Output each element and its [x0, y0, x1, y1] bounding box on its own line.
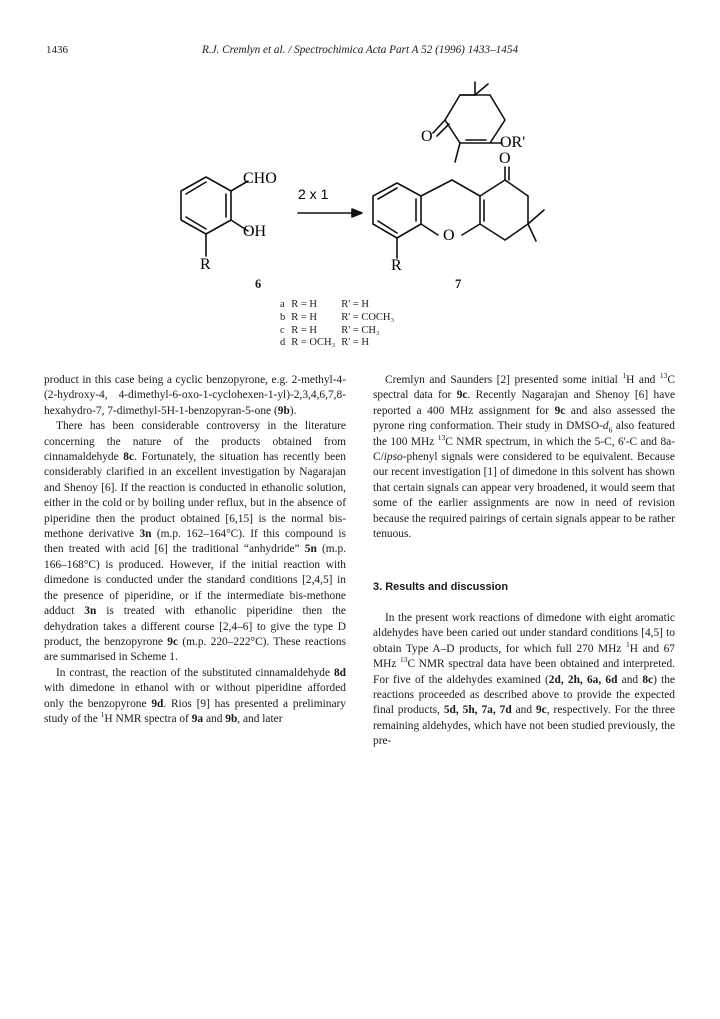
compound-number-6: 6: [255, 277, 262, 291]
legend-key: d: [280, 337, 286, 349]
paragraph: In contrast, the reaction of the substituted cinnamaldehyde 8d with dimedone in ethanol with or without piperidine afforded only the benzopyrone 9d. Rios [9] has presented a preliminary study of the $^1$H NMR spectra of 9a and 9b, and later: [44, 666, 346, 725]
legend-row: [280, 337, 400, 350]
reactant-cho-label: CHO: [243, 170, 277, 187]
legend-r-prime: R' = CH₃: [341, 324, 380, 336]
legend-r-prime: R' = H: [341, 299, 369, 310]
substituent-legend: [280, 299, 400, 350]
legend-r-prime: R' = H: [341, 337, 369, 349]
page-number: 1436: [46, 44, 68, 56]
paragraph: There has been considerable controversy in the literature concerning the nature of the products obtained from cinnamaldehyde 8c. Fortunately, the situation has recently been considerably clarified in an excellent investigation by Nagarajan and Shenoy [6]. If the reaction is conducted in ethanolic solution, either in the cold or by boiling under reflux, but in the absence of piperidine then the product obtained [6,15] is the normal bis-methone derivative 3n (m.p. 162–164°C). If this compound is then treated with acid [6] the traditional “anhydride” 5n (m.p. 166–168°C) is produced. However, if the initial reaction with dimedone is conducted under the standard conditions [2,4,5] in the presence of piperidine, or if the intermediate bis-methone adduct 3n is treated with ethanolic piperidine then the dehydration takes a different course [2,4–6] to give the type D product, the benzopyrone 9c (m.p. 220–222°C). These reactions are summarised in Scheme 1.: [44, 420, 346, 664]
right-column: [373, 373, 675, 750]
running-head: R.J. Cremlyn et al. / Spectrochimica Acta Part A 52 (1996) 1433–1454: [201, 44, 519, 56]
legend-r: R = H: [291, 299, 318, 310]
product-xanthene-core: [373, 167, 544, 258]
legend-key: a: [280, 299, 285, 310]
legend-r: R = OCH₃: [291, 337, 336, 349]
legend-r: R = H: [291, 324, 318, 336]
left-column: [44, 373, 346, 727]
compound-number-7: 7: [455, 277, 462, 291]
legend-r-prime: R' = COCH₃: [341, 311, 395, 323]
reaction-scheme: [0, 0, 720, 300]
paragraph: In the present work reactions of dimedone with eight aromatic aldehydes have been caried out under standard conditions [4,5] to obtain Type A–D products, for which full 270 MHz $^1$H and 67 MHz $^{13}$C NMR spectral data have been obtained and interpreted. For five of the aldehydes examined (2d, 2h, 6a, 6d and 8c) the reactions proceeded as described above to provide the expected final products, 5d, 5h, 7a, 7d and 9c, respectively. For the three remaining aldehydes, which have not been studied previously, the pre-: [373, 611, 676, 748]
section-heading: 3. Results and discussion: [373, 581, 509, 594]
reactant-r-label: R: [200, 256, 211, 273]
product-ketone-o-label: O: [421, 128, 433, 145]
legend-row: [280, 299, 400, 312]
legend-key: b: [280, 311, 286, 323]
legend-row: [280, 312, 400, 325]
reactant-oh-label: OH: [243, 223, 267, 240]
product-r-label: R: [391, 257, 402, 274]
reactant-benzene-ring: [181, 177, 248, 256]
product-ketone-o2-label: O: [499, 150, 511, 167]
reagent-label: 2 x 1: [298, 186, 329, 202]
legend-key: c: [280, 324, 285, 336]
legend-r: R = H: [291, 311, 318, 323]
paragraph: product in this case being a cyclic benzopyrone, e.g. 2-methyl-4-(2-hydroxy-4, 4-dimethyl-6-oxo-1-cyclohexen-1-yl)-2,3,4,6,7,8-hexahydro-7, 7-dimethyl-5H-1-benzopyran-5-one (9b).: [44, 374, 346, 417]
product-cyclohexenone-ring: [433, 82, 505, 162]
paragraph: Cremlyn and Saunders [2] presented some initial $^1$H and $^{13}$C spectral data for 9c. Recently Nagarajan and Shenoy [6] have reported a 400 MHz assignment for 9c and also assessed the pyrone ring conformation. Their study in DMSO-$d_6$ also featured the 100 MHz $^{13}$C NMR spectrum, in which the 5-C, 6'-C and 8a-C/ipso-phenyl signals were considered to be equivalent. Because our recent investigation [1] of dimedone in this solvent has shown that certain signals can appear very broadened, it would seem that some of the earlier assignments are now in need of revision because the required pairings of certain signals appear to be rather tenuous.: [373, 371, 676, 541]
legend-row: [280, 325, 400, 338]
product-or-prime-label: OR': [500, 134, 526, 151]
product-pyran-o-label: O: [443, 227, 455, 244]
